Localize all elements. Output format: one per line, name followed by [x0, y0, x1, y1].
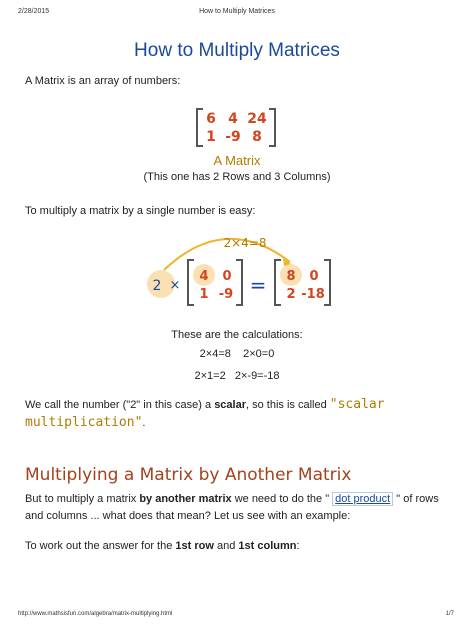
text: , so this is called	[246, 399, 330, 411]
matrix-cell: 24	[247, 111, 267, 127]
right-matrix-bracket-r	[324, 260, 330, 305]
right-matrix-cell: 0	[309, 269, 319, 284]
left-matrix-bracket-l	[188, 260, 194, 305]
intro-text: A Matrix is an array of numbers:	[25, 75, 181, 87]
matrix-subcaption: (This one has 2 Rows and 3 Columns)	[143, 171, 331, 183]
print-footer-url: http://www.mathsisfun.com/algebra/matrix-multiplying.html	[18, 611, 173, 617]
calculation: 2×4=8	[199, 348, 231, 360]
text: But to multiply a matrix	[25, 493, 140, 505]
calculations-heading: These are the calculations:	[171, 329, 303, 341]
highlight-term: "scalar multiplication"	[25, 397, 385, 430]
dot-product-paragraph	[25, 491, 455, 525]
text: and	[213, 540, 239, 552]
calculation-row	[0, 348, 474, 360]
bold-term: scalar	[214, 399, 246, 411]
print-date: 2/28/2015	[18, 8, 50, 15]
matrix-cell: -9	[225, 129, 241, 145]
right-matrix-cell: -18	[301, 287, 325, 302]
text: we need to do the "	[231, 493, 333, 505]
dot-product-link[interactable]: dot product	[332, 492, 393, 506]
calculation: 2×0=0	[243, 348, 275, 360]
right-matrix-bracket-l	[275, 260, 281, 305]
times-sign: ×	[169, 278, 181, 293]
bold-term: 1st column	[238, 540, 297, 552]
matrix-cell: 1	[206, 129, 216, 145]
row-column-paragraph	[25, 538, 455, 555]
text: :	[296, 540, 300, 552]
calculation-row	[0, 370, 474, 382]
arc-label: 2×4=8	[223, 236, 267, 250]
calculation: 2×1=2	[194, 370, 226, 382]
print-page-number: 1/7	[445, 611, 454, 617]
page-title: How to Multiply Matrices	[134, 40, 340, 61]
equals-sign: =	[249, 273, 267, 297]
left-matrix-cell: -9	[218, 287, 234, 302]
right-matrix-cell: 8	[286, 269, 296, 284]
text: " of rows and columns ... what does that mean? Let us see with an example:	[25, 493, 439, 522]
matrix-caption: A Matrix	[213, 153, 261, 168]
matrix-cell: 6	[206, 111, 216, 127]
text: To work out the answer for the	[25, 540, 176, 552]
left-matrix-bracket-r	[236, 260, 242, 305]
right-matrix-cell: 2	[286, 287, 296, 302]
scalar-value: 2	[152, 278, 162, 294]
bold-term: by another matrix	[139, 493, 232, 505]
left-matrix-cell: 4	[199, 269, 209, 284]
scalar-diagram	[147, 236, 330, 305]
text: We call the number ("2" in this case) a	[25, 399, 215, 411]
right-bracket	[269, 109, 275, 146]
left-bracket	[197, 109, 203, 146]
left-matrix-cell: 1	[199, 287, 209, 302]
scalar-intro-text: To multiply a matrix by a single number is easy:	[25, 205, 256, 217]
matrix-cell: 8	[252, 129, 262, 145]
section-heading: Multiplying a Matrix by Another Matrix	[25, 465, 352, 485]
scalar-paragraph	[25, 396, 445, 432]
calculation: 2×-9=-18	[234, 370, 280, 382]
left-matrix-cell: 0	[222, 269, 232, 284]
bold-term: 1st row	[175, 540, 214, 552]
matrix-cell: 4	[228, 111, 238, 127]
text: .	[142, 417, 146, 429]
print-header-title: How to Multiply Matrices	[199, 8, 275, 15]
